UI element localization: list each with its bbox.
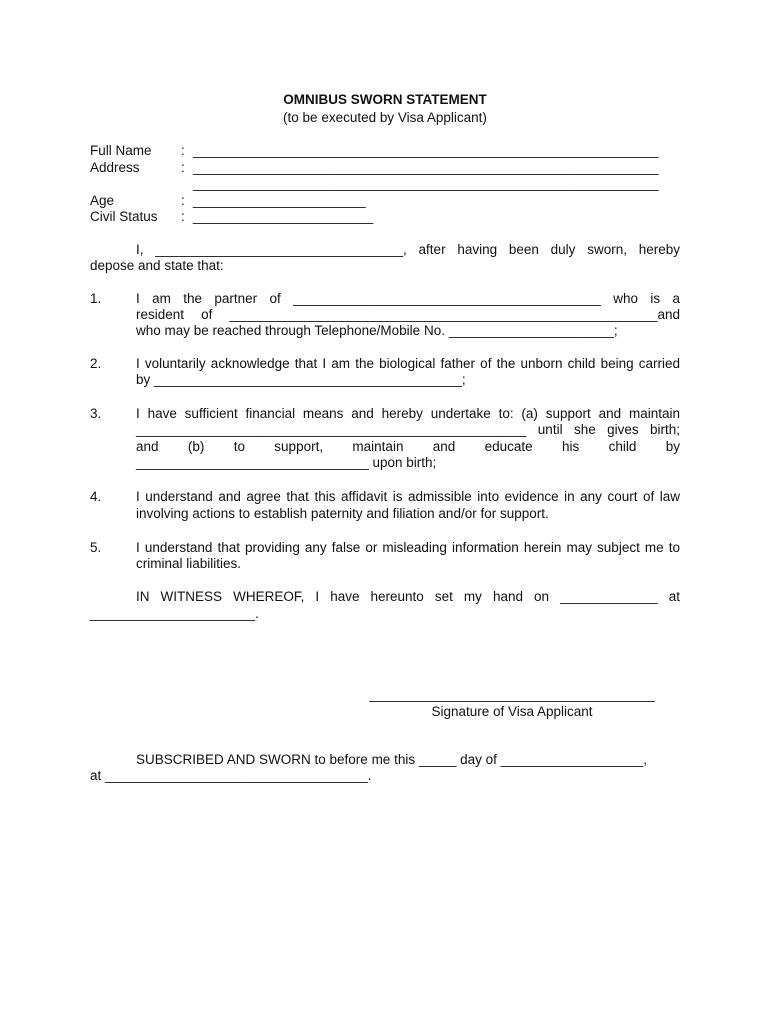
item-4-number: 4. [90, 489, 102, 504]
signature-line[interactable]: ______________________________________ [369, 687, 655, 702]
address-field-line-1[interactable]: ______________________________________________________________ [193, 160, 659, 175]
address-colon: : [181, 160, 185, 175]
intro-line-1: I, _________________________________, after having been duly sworn, hereby [136, 242, 680, 257]
item-3-line-1: I have sufficient financial means and hereby undertake to: (a) support and maintain [136, 406, 680, 421]
full-name-field[interactable]: ______________________________________________________________ [193, 143, 659, 158]
civil-status-colon: : [181, 209, 185, 224]
item-3-line-4: _______________________________ upon birth; [136, 455, 437, 470]
subscribed-line-1: SUBSCRIBED AND SWORN to before me this _____ day of ___________________, [136, 752, 648, 767]
age-label: Age [90, 193, 115, 208]
item-5-line-2: criminal liabilities. [136, 556, 242, 571]
intro-line-2: depose and state that: [90, 258, 224, 273]
item-2-line-2: by _________________________________________; [136, 372, 466, 387]
full-name-colon: : [181, 143, 185, 158]
document-title: OMNIBUS SWORN STATEMENT [283, 92, 487, 107]
civil-status-field[interactable]: ________________________ [193, 209, 374, 224]
subscribed-line-2: at ___________________________________. [90, 768, 372, 783]
age-field[interactable]: _______________________ [193, 193, 366, 208]
item-5-line-1: I understand that providing any false or misleading information herein may subject me to [136, 540, 680, 555]
item-3-line-3: and (b) to support, maintain and educate his child by [136, 439, 680, 454]
witness-line-2: ______________________. [90, 606, 259, 621]
full-name-label: Full Name [90, 143, 152, 158]
item-1-number: 1. [90, 291, 102, 306]
item-4-line-2: involving actions to establish paternity and filiation and/or for support. [136, 506, 549, 521]
civil-status-label: Civil Status [90, 209, 158, 224]
age-colon: : [181, 193, 185, 208]
item-3-line-2: ____________________________________________________ until she gives birth; [136, 422, 680, 437]
item-2-line-1: I voluntarily acknowledge that I am the biological father of the unborn child being carried [136, 356, 680, 371]
item-1-line-3: who may be reached through Telephone/Mobile No. ______________________; [136, 323, 618, 338]
address-field-line-2[interactable]: ______________________________________________________________ [193, 176, 659, 191]
item-5-number: 5. [90, 540, 102, 555]
item-1-line-1: I am the partner of _________________________________________ who is a [136, 291, 680, 306]
item-2-number: 2. [90, 356, 102, 371]
item-4-line-1: I understand and agree that this affidavit is admissible into evidence in any court of law [136, 489, 680, 504]
address-label: Address [90, 160, 140, 175]
document-subtitle: (to be executed by Visa Applicant) [283, 110, 487, 125]
witness-line-1: IN WITNESS WHEREOF, I have hereunto set my hand on _____________ at [136, 589, 680, 604]
signature-label: Signature of Visa Applicant [431, 704, 593, 719]
item-1-line-2: resident of _________________________________________________________and [136, 307, 680, 322]
item-3-number: 3. [90, 406, 102, 421]
